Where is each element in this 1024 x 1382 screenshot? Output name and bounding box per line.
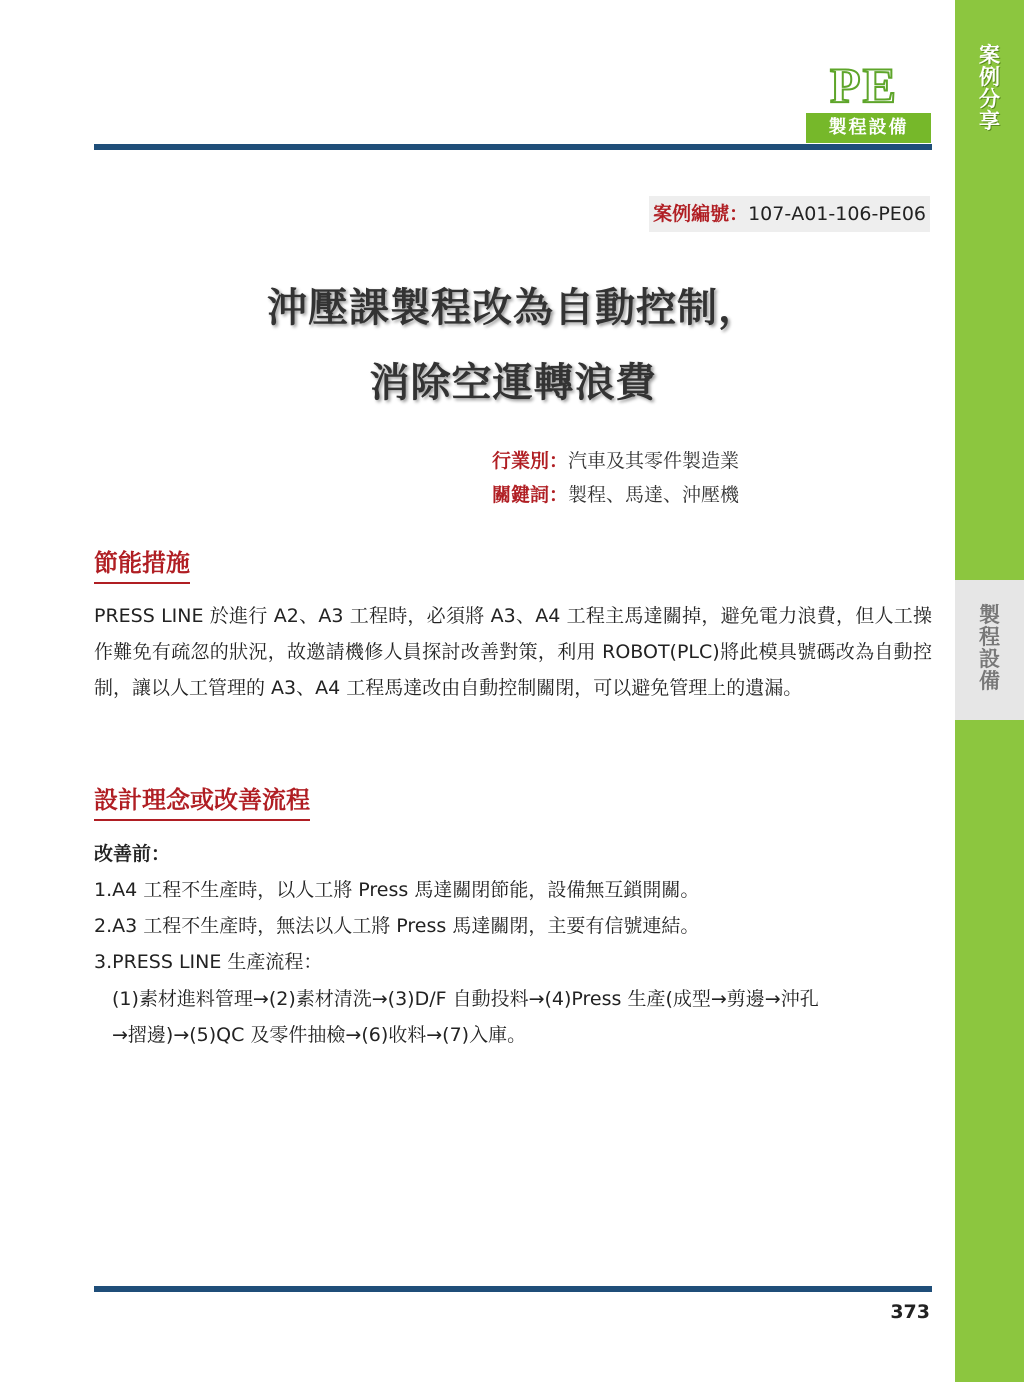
list-item: 2.A3 工程不生產時，無法以人工將 Press 馬達關閉，主要有信號連結。	[94, 915, 700, 937]
case-number	[649, 196, 930, 232]
list-item: →摺邊)→(5)QC 及零件抽檢→(6)收料→(7)入庫。	[112, 1024, 527, 1046]
before-label: 改善前：	[94, 843, 171, 865]
case-number-value: 107-A01-106-PE06	[748, 203, 926, 225]
industry-value: 汽車及其零件製造業	[568, 450, 740, 472]
sidebar-section-label: 製程設備	[979, 603, 1000, 693]
pe-logo: PE	[830, 57, 898, 113]
category-badge: 製程設備	[806, 113, 931, 143]
industry-row	[492, 446, 739, 473]
header-rule	[94, 144, 932, 150]
list-item: (1)素材進料管理→(2)素材清洗→(3)D/F 自動投料→(4)Press 生產(成型→剪邊→沖孔	[112, 988, 819, 1010]
page-number: 373	[890, 1301, 930, 1323]
keywords-row	[492, 480, 739, 507]
case-number-label: 案例編號：	[653, 203, 749, 225]
sidebar-top-label: 案例分享	[979, 43, 1000, 133]
keywords-label: 關鍵詞：	[492, 484, 569, 506]
section-heading-design: 設計理念或改善流程	[94, 780, 310, 821]
list-item: 3.PRESS LINE 生產流程：	[94, 951, 323, 973]
page-title-line2: 消除空運轉浪費	[369, 360, 657, 406]
footer-rule	[94, 1286, 932, 1292]
industry-label: 行業別：	[492, 450, 569, 472]
section-heading-measures: 節能措施	[94, 543, 190, 584]
list-item: 1.A4 工程不生產時，以人工將 Press 馬達關閉節能，設備無互鎖開關。	[94, 879, 700, 901]
keywords-value: 製程、馬達、沖壓機	[568, 484, 740, 506]
measures-paragraph: PRESS LINE 於進行 A2、A3 工程時，必須將 A3、A4 工程主馬達關掉，避免電力浪費，但人工操作難免有疏忽的狀況，故邀請機修人員探討改善對策，利用 ROBOT(PLC)將此模具號碼改為自動控制，讓以人工管理的 A3、A4 工程馬達改由自動控制關閉，可以避免管理上的遺漏。	[94, 605, 932, 699]
page-title-line1: 沖壓課製程改為自動控制，	[267, 285, 759, 331]
